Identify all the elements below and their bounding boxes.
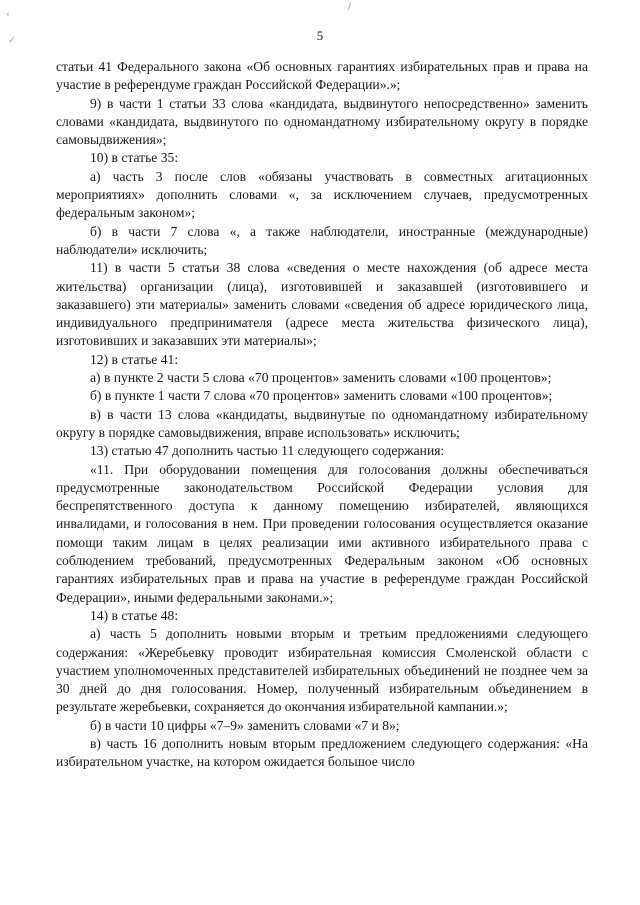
paragraph: а) часть 5 дополнить новыми вторым и третьим предложениями следующего содержания: «Жеребьевку проводит избирательная комиссия Смоленской области с участием уполномоченных представителей избирательных объединений не позднее чем за 30 дней до дня голосования. Номер, полученный избирательным объединением в результате жеребьевки, сохраняется до окончания избирательной кампании.»;: [56, 626, 588, 715]
paragraph: 14) в статье 48:: [90, 607, 179, 623]
paragraph: в) часть 16 дополнить новым вторым предложением следующего содержания: «На избирательном участке, на котором ожидается большое число: [56, 735, 588, 770]
paragraph: статьи 41 Федерального закона «Об основных гарантиях избирательных прав и права на участие в референдуме граждан Российской Федерации».»;: [56, 59, 588, 93]
page-number: 5: [316, 28, 324, 43]
paragraph: а) в пункте 2 части 5 слова «70 процентов» заменить словами «100 процентов»;: [90, 370, 552, 386]
paragraph: б) в пункте 1 части 7 слова «70 процентов» заменить словами «100 процентов»;: [90, 388, 553, 404]
scan-mark: ‹: [6, 10, 10, 20]
paragraph: в) в части 13 слова «кандидаты, выдвинутые по одномандатному избирательному округу в порядке самовыдвижения, вправе использовать» исключить;: [56, 406, 588, 440]
paragraph: 13) статью 47 дополнить частью 11 следующего содержания:: [90, 443, 445, 459]
paragraph: б) в части 10 цифры «7–9» заменить словами «7 и 8»;: [90, 717, 400, 733]
paragraph: 10) в статье 35:: [90, 150, 179, 166]
scan-mark: /: [348, 2, 352, 12]
paragraph: 9) в части 1 статьи 33 слова «кандидата, выдвинутого непосредственно» заменить словами «кандидата, выдвинутого по одномандатному избирательному округу в порядке самовыдвижения»;: [56, 95, 588, 148]
paragraph: 12) в статье 41:: [90, 351, 179, 367]
paragraph: б) в части 7 слова «, а также наблюдатели, иностранные (международные) наблюдатели» исключить;: [56, 223, 588, 257]
document-body: [56, 58, 588, 772]
paragraph: «11. При оборудовании помещения для голосования должны обеспечиваться предусмотренные законодательством Российской Федерации условия для беспрепятственного доступа к данному помещению избирателей, являющихся инвалидами, и голосования в нем. При проведении голосования осуществляется оказание помощи таким лицам в целях реализации ими активного избирательного права с соблюдением требований, предусмотренных Федеральным законом «Об основных гарантиях избирательных прав и права на участие в референдуме граждан Российской Федерации», иными федеральными законами.»;: [56, 461, 588, 605]
paragraph: 11) в части 5 статьи 38 слова «сведения о месте нахождения (об адресе места жительства) организации (лица), изготовившей и заказавшей (изготовившего и заказавшего) эти материалы» заменить словами «сведения об адресе юридического лица, индивидуального предпринимателя (адресе места жительства физического лица), изготовивших и заказавших эти материалы»;: [56, 260, 588, 349]
scan-mark: ✓: [8, 36, 16, 46]
paragraph: а) часть 3 после слов «обязаны участвовать в совместных агитационных мероприятиях» дополнить словами «, за исключением случаев, предусмотренных федеральным законом»;: [56, 168, 588, 221]
